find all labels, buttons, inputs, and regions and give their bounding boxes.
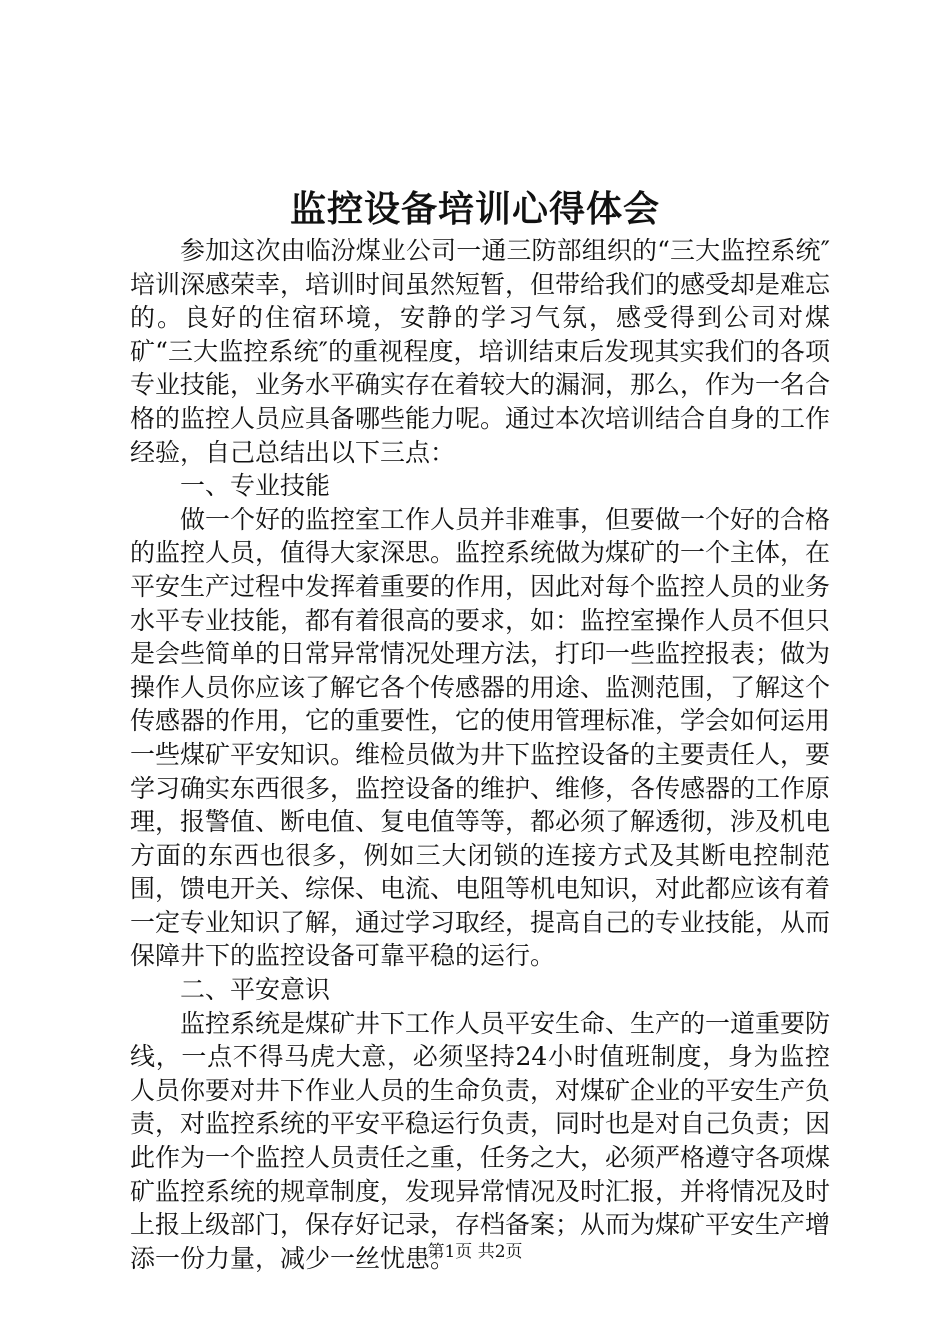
page-title: 监控设备培训心得体会 xyxy=(289,188,660,230)
section-heading-safety-awareness: 二、平安意识 xyxy=(180,975,331,1005)
page-number-footer: 第1页 共2页 xyxy=(427,1242,523,1262)
document-body xyxy=(130,234,830,1275)
section-body-professional-skills: 做一个好的监控室工作人员并非难事，但要做一个好的合格的监控人员，值得大家深思。监控系统做为煤矿的一个主体，在平安生产过程中发挥着重要的作用，因此对每个监控人员的业务水平专业技能，都有着很高的要求，如：监控室操作人员不但只是会些简单的日常异常情况处理方法，打印一些监控报表；做为操作人员你应该了解它各个传感器的用途、监测范围，了解这个传感器的作用，它的重要性，它的使用管理标准，学会如何运用一些煤矿平安知识。维检员做为井下监控设备的主要责任人，要学习确实东西很多，监控设备的维护、维修，各传感器的工作原理，报警值、断电值、复电值等等，都必须了解透彻，涉及机电方面的东西也很多，例如三大闭锁的连接方式及其断电控制范围，馈电开关、综保、电流、电阻等机电知识，对此都应该有着一定专业知识了解，通过学习取经，提高自己的专业技能，从而保障井下的监控设备可靠平稳的运行。 xyxy=(130,504,831,971)
intro-paragraph: 参加这次由临汾煤业公司一通三防部组织的“三大监控系统″培训深感荣幸，培训时间虽然短暂，但带给我们的感受却是难忘的。良好的住宿环境，安静的学习气氛，感受得到公司对煤矿“三大监控系统″的重视程度，培训结束后发现其实我们的各项专业技能，业务水平确实存在着较大的漏洞，那么，作为一名合格的监控人员应具备哪些能力呢。通过本次培训结合自身的工作经验，自己总结出以下三点： xyxy=(130,236,831,467)
section-heading-professional-skills: 一、专业技能 xyxy=(180,471,331,501)
section-body-safety-awareness: 监控系统是煤矿井下工作人员平安生命、生产的一道重要防线，一点不得马虎大意，必须坚持24小时值班制度，身为监控人员你要对井下作业人员的生命负责，对煤矿企业的平安生产负责，对监控系统的平安平稳运行负责，同时也是对自己负责；因此作为一个监控人员责任之重，任务之大，必须严格遵守各项煤矿监控系统的规章制度，发现异常情况及时汇报，并将情况及时上报上级部门，保存好记录，存档备案；从而为煤矿平安生产增添一份力量，减少一丝忧患。 xyxy=(130,1008,831,1273)
